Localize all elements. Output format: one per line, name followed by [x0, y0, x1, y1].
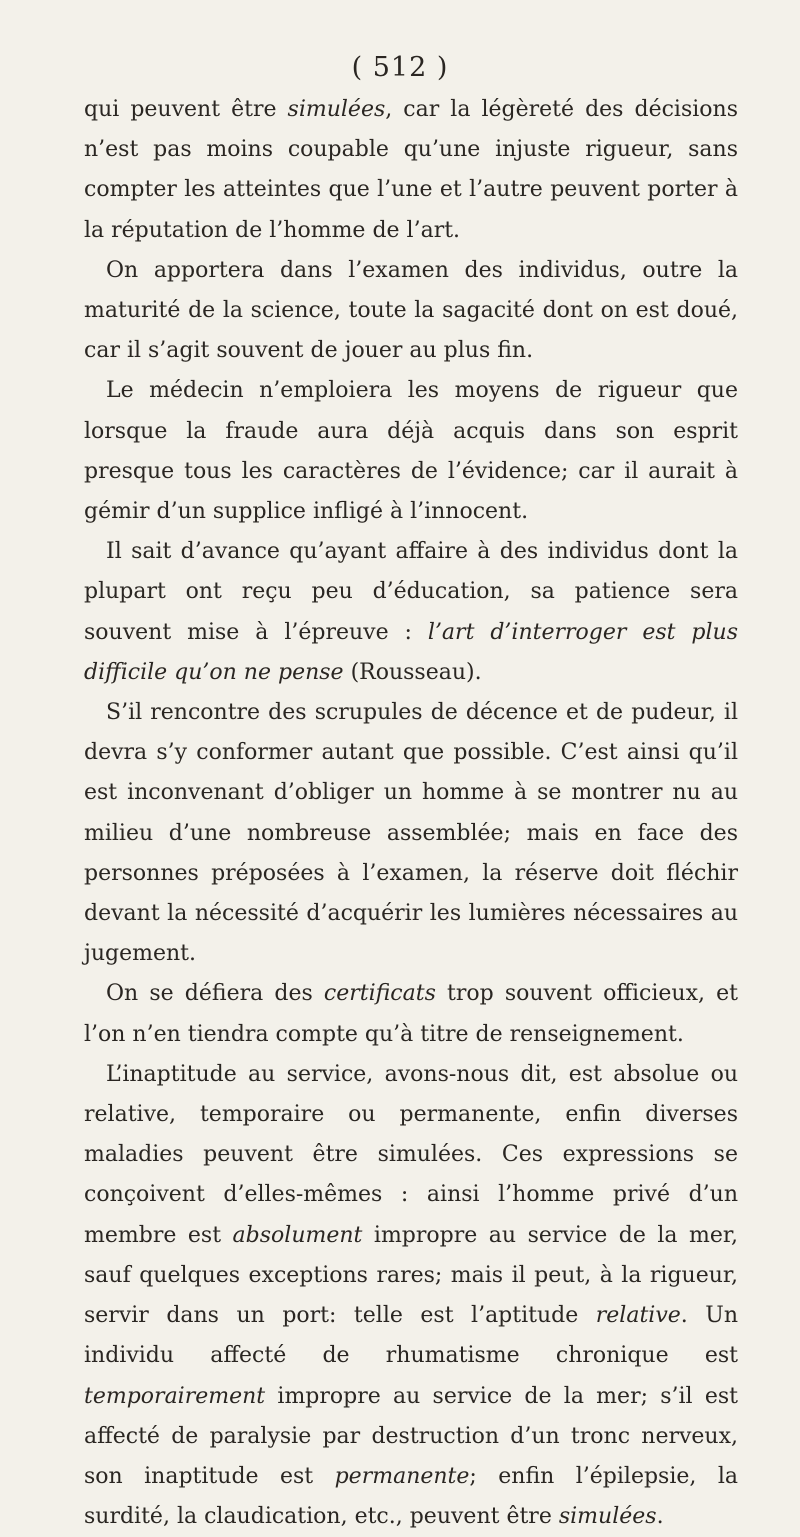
- text-run: .: [656, 1504, 664, 1530]
- body-text: [84, 90, 738, 1537]
- text-run: , car la légèreté des décisions n’est pas moins coupable qu’une injuste rigueur, sans compter les atteintes que l’une et l’autre peuvent porter à la réputation de l’homme de l’art.: [84, 97, 738, 243]
- paragraph: [84, 1055, 738, 1537]
- italic-run: temporairement: [84, 1383, 266, 1409]
- text-run: Il sait d’avance qu’ayant affaire à des individus dont la plupart ont reçu peu d’éducation, sa patience sera souvent mise à l’épreuve :: [84, 539, 738, 645]
- text-run: impropre au service de la mer; s’il est affecté de paralysie par destruction d’un tronc nerveux, son inaptitude est: [84, 1383, 738, 1489]
- text-run: On apportera dans l’examen des individus, outre la maturité de la science, toute la sagacité dont on est doué, car il s’agit souvent de jouer au plus fin.: [84, 257, 738, 364]
- paragraph: [84, 693, 738, 974]
- page-number: ( 512 ): [351, 52, 449, 83]
- italic-run: l’art d’interroger est plus difficile qu’on ne pense: [84, 619, 739, 685]
- italic-run: relative: [595, 1303, 681, 1329]
- italic-run: simulées: [558, 1504, 657, 1530]
- text-run: qui peuvent être: [84, 97, 288, 122]
- italic-run: certificats: [323, 981, 436, 1007]
- italic-run: absolument: [232, 1222, 363, 1248]
- text-run: ; enfin l’épilepsie, la surdité, la claudication, etc., peuvent être: [84, 1463, 738, 1530]
- text-run: . Un individu affecté de rhumatisme chronique est: [84, 1303, 738, 1369]
- italic-run: permanente: [334, 1463, 470, 1489]
- text-run: L’inaptitude au service, avons-nous dit, est absolue ou relative, temporaire ou permanente, enfin diverses maladies peuvent être simulées. Ces expressions se conçoivent d’elles-mêmes : ainsi l’homme privé d’un membre est: [84, 1061, 738, 1248]
- text-run: S’il rencontre des scrupules de décence et de pudeur, il devra s’y conformer autant que possible. C’est ainsi qu’il est inconvenant d’obliger un homme à se montrer nu au milieu d’une nombreuse assemblée; mais en face des personnes préposées à l’examen, la réserve doit fléchir devant la nécessité d’acquérir les lumières nécessaires au jugement.: [84, 700, 738, 967]
- paragraph: [84, 251, 738, 372]
- italic-run: simulées: [287, 97, 386, 122]
- text-run: On se défiera des: [106, 981, 324, 1007]
- text-run: (Rousseau).: [343, 659, 482, 685]
- text-run: impropre au service de la mer, sauf quelques exceptions rares; mais il peut, à la rigueur, servir dans un port: telle est l’aptitude: [84, 1222, 738, 1329]
- paragraph: [84, 90, 738, 251]
- text-run: trop souvent officieux, et l’on n’en tiendra compte qu’à titre de renseignement.: [84, 981, 738, 1047]
- text-run: Le médecin n’emploiera les moyens de rigueur que lorsque la fraude aura déjà acquis dans son esprit presque tous les caractères de l’évidence; car il aurait à gémir d’un supplice infligé à l’innocent.: [84, 378, 738, 525]
- paragraph: [84, 371, 738, 532]
- paragraph: [84, 532, 738, 693]
- paragraph: [84, 974, 738, 1054]
